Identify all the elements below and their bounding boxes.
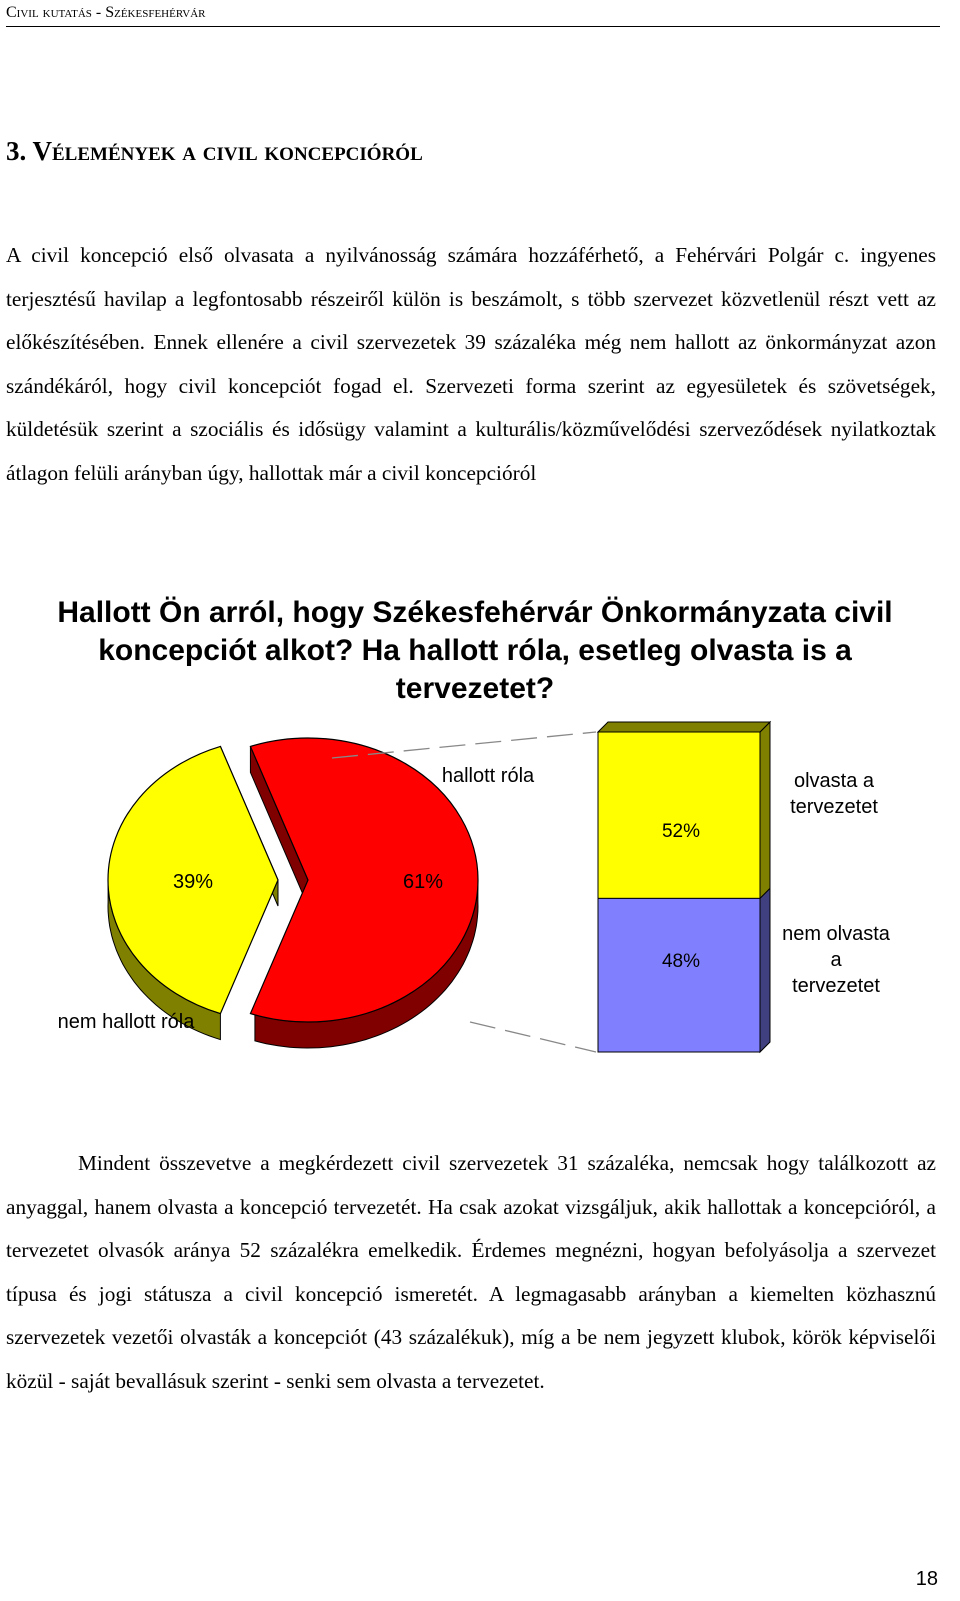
pie-category-label-0: nem hallott róla (57, 1011, 195, 1033)
page-number: 18 (915, 1568, 938, 1590)
section-title: 3. Vélemények a civil koncepcióról (6, 136, 423, 166)
leader-line-bottom (470, 1022, 596, 1052)
bar-category-label-line: tervezetet (792, 975, 880, 997)
pie (108, 738, 478, 1048)
pie-category-label-1: hallott róla (441, 765, 535, 787)
running-title: Civil kutatás - Székesfehérvár (6, 4, 206, 21)
bar-top-face (598, 722, 770, 732)
paragraph-intro: A civil koncepció első olvasata a nyilvánosság számára hozzáférhető, a Fehérvári Polgár c. ingyenes terjesztésű havilap a legfontosabb részeiről külön is beszámolt, s több szervezet közvetlenül részt vett az előkészítésében. Ennek ellenére a civil szervezetek 39 százaléka még nem hallott az önkormányzat azon szándékáról, hogy civil koncepciót fogad el. Szervezeti forma szerint az egyesületek és szövetségek, küldetésük szerint a szociális és idősügy valamint a kulturális/közművelődési szerveződések nyilatkoztak átlagon felüli arányban úgy, hallottak már a civil koncepcióról (6, 243, 936, 485)
pie-value-label-1: 61% (402, 871, 444, 893)
paragraph-summary: Mindent összevetve a megkérdezett civil szervezetek 31 százaléka, nemcsak hogy találkozott az anyaggal, hanem olvasta a koncepció tervezetét. Ha csak azokat vizsgáljuk, akik hallottak a koncepcióról, a tervezetet olvasók aránya 52 százalékra emelkedik. Érdemes megnézni, hogyan befolyásolja a szervezet típusa és jogi státusza a civil koncepció ismeretét. A legmagasabb arányban a kiemelten közhasznú szervezetek vezetői olvasták a koncepciót (43 százalékuk), míg a be nem jegyzett klubok, körök képviselői közül - saját bevallásuk szerint - senki sem olvasta a tervezetet. (6, 1151, 936, 1393)
bar-value-label-0: 52% (661, 821, 701, 843)
pie-of-bar-chart (0, 710, 960, 1070)
bar-category-label-line: olvasta a (793, 770, 875, 792)
bar-category-label-line: nem olvasta (782, 923, 890, 945)
chart-title: Hallott Ön arról, hogy Székesfehérvár Önkormányzata civil koncepciót alkot? Ha hallott róla, esetleg olvasta is a tervezetet? (57, 596, 893, 705)
leader-line-top (332, 732, 596, 758)
bar-category-label-line: tervezetet (790, 796, 878, 818)
pie-value-label-0: 39% (172, 871, 214, 893)
bar-segment-1 (598, 898, 760, 1052)
running-header (6, 4, 940, 27)
bar-segment-0 (598, 732, 760, 898)
bar-category-label-0 (790, 770, 878, 818)
bar-value-label-1: 48% (661, 951, 701, 973)
bar-category-label-line: a (830, 949, 842, 971)
bar-segment-side-0 (760, 722, 770, 898)
bar-segment-side-1 (760, 888, 770, 1052)
bar-category-label-1 (782, 923, 891, 997)
stacked-bar (598, 722, 770, 1052)
